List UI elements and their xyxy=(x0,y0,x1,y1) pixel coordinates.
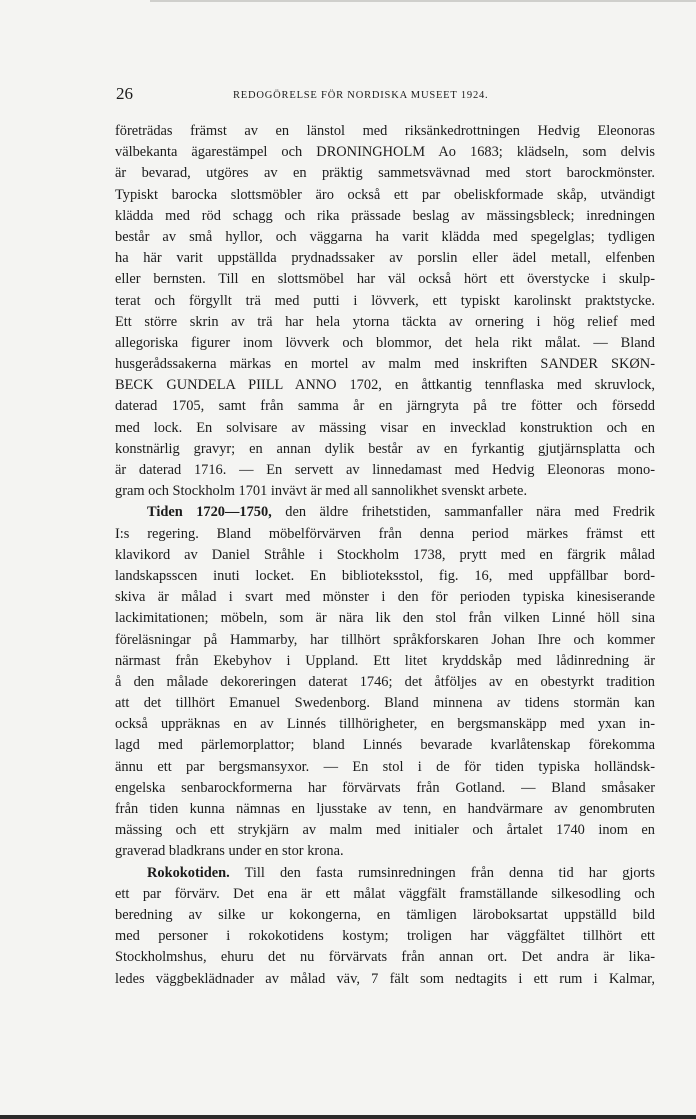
text-line xyxy=(115,333,655,354)
line-text: från tiden kunna nämnas en ljusstake av tenn, en handvärmare av genombruten xyxy=(115,801,655,817)
text-line xyxy=(115,905,655,926)
line-text: lackimitationen; möbeln, som är nära lik den stol från vilken Linné höll sina xyxy=(115,610,655,627)
text-line xyxy=(115,947,655,968)
line-text: I:s regering. Bland möbelförvärven från denna period märkes främst ett xyxy=(115,525,655,542)
text-line xyxy=(115,735,655,756)
text-line xyxy=(115,693,655,714)
line-text: allegoriska figurer inom lövverk och blommor, det hela rikt målat. — Bland xyxy=(115,334,655,351)
text-line xyxy=(115,185,655,206)
page-number: 26 xyxy=(116,84,133,103)
text-line xyxy=(115,587,655,608)
line-text: konstnärlig gravyr; en annan dylik består av en fyrkantig gjutjärnsplatta och xyxy=(115,440,655,457)
text-line xyxy=(115,757,655,778)
scan-edge-bottom xyxy=(0,1115,696,1119)
page-header xyxy=(115,84,655,110)
text-line xyxy=(115,608,655,629)
line-text: engelska senbarockformerna har förvärvats från Gotland. — Bland småsaker xyxy=(115,779,655,796)
text-line xyxy=(115,312,655,333)
line-text: Ett större skrin av trä har hela ytorna täckta av ornering i hög relief med xyxy=(115,313,655,330)
text-line xyxy=(115,206,655,227)
line-text: ett par förvärv. Det ena är ett målat väggfält framställande silkesodling och xyxy=(115,885,655,902)
line-text: å den målade dekoreringen daterat 1746; det åtföljes av en obestyrkt tradition xyxy=(115,673,655,690)
text-line xyxy=(115,291,655,312)
line-text: skiva är målad i svart med mönster i den för perioden typiska kinesiserande xyxy=(115,589,655,606)
text-line xyxy=(115,545,655,566)
text-line xyxy=(115,630,655,651)
line-text: med personer i rokokotidens kostym; troligen har väggfältet tillhört ett xyxy=(115,928,655,945)
line-text: består av små hyllor, och väggarna ha varit klädda med spegelglas; tydligen xyxy=(115,228,655,245)
text-line xyxy=(115,714,655,735)
line-text: med lock. En solvisare av mässing visar en invecklad konstruktion och en xyxy=(115,419,655,436)
text-line xyxy=(115,566,655,587)
text-line xyxy=(115,418,655,439)
text-line xyxy=(115,248,655,269)
line-text: eller bernsten. Till en slottsmöbel har väl också hört ett överstycke i skulp- xyxy=(115,271,655,288)
text-line xyxy=(115,375,655,396)
text-line xyxy=(115,799,655,820)
line-text: Till den fasta rumsinredningen från denna tid har gjorts xyxy=(229,864,655,881)
line-text: Typiskt barocka slottsmöbler äro också ett par obeliskformade skåp, utvändigt xyxy=(115,186,655,203)
text-line xyxy=(115,163,655,184)
scan-edge-top xyxy=(150,0,696,2)
line-text: graverad bladkrans under en stor krona. xyxy=(115,843,344,860)
text-line xyxy=(115,227,655,248)
text-line xyxy=(115,481,655,502)
section-heading: Rokokotiden. xyxy=(147,864,230,881)
text-line xyxy=(115,439,655,460)
text-line xyxy=(115,121,655,142)
line-text: landskapsscen inuti locket. En biblioteksstol, fig. 16, med uppfällbar bord- xyxy=(115,567,655,584)
text-line xyxy=(115,926,655,947)
line-text: välbekanta ägarestämpel och DRONINGHOLM Ao 1683; klädseln, som delvis xyxy=(115,144,655,161)
line-text: gram och Stockholm 1701 invävt är med all sannolikhet svenskt arbete. xyxy=(115,483,528,500)
text-line xyxy=(115,269,655,290)
text-line xyxy=(115,524,655,545)
line-text: beredning av silke ur kokongerna, en tämligen läroboksartat uppställd bild xyxy=(115,906,655,923)
text-line xyxy=(115,460,655,481)
line-text: ha här varit uppställda prydnadssaker av porslin eller ädel metall, elfenben xyxy=(115,250,655,267)
line-text: ännu ett par bergsmansyxor. — En stol i de för tiden typiska holländsk- xyxy=(115,758,655,775)
line-text: BECK GUNDELA PIILL ANNO 1702, en åttkantig tennflaska med skruvlock, xyxy=(115,377,655,394)
text-line xyxy=(115,969,655,990)
text-line xyxy=(115,502,655,523)
body-text xyxy=(115,121,655,990)
line-text: ledes väggbeklädnader av målad väv, 7 fält som nedtagits i ett rum i Kalmar, xyxy=(115,970,655,987)
text-line xyxy=(115,778,655,799)
text-line xyxy=(115,354,655,375)
text-line xyxy=(115,820,655,841)
line-text: terat och förgyllt trä med putti i lövverk, ett typiskt karolinskt praktstycke. xyxy=(115,292,655,309)
line-text: är bevarad, utgöres av en präktig sammetsvävnad med stort barockmönster. xyxy=(115,165,655,182)
line-text: företrädas främst av en länstol med riksänkedrottningen Hedvig Eleonoras xyxy=(115,123,655,139)
text-line xyxy=(115,841,655,862)
text-line xyxy=(115,651,655,672)
line-text: föreläsningar på Hammarby, har tillhört språkforskaren Johan Ihre och kommer xyxy=(115,631,655,648)
text-line xyxy=(115,672,655,693)
line-text: daterad 1705, samt från samma år en järngryta på tre fötter och försedd xyxy=(115,398,655,415)
line-text: klädda med röd schagg och rika prässade beslag av mässingsbleck; inredningen xyxy=(115,207,655,224)
section-heading: Tiden 1720—1750, xyxy=(147,504,272,521)
text-line xyxy=(115,142,655,163)
line-text: Stockholmshus, ehuru det nu förvärvats från annan ort. Det andra är lika- xyxy=(115,949,655,966)
running-title: REDOGÖRELSE FÖR NORDISKA MUSEET 1924. xyxy=(233,90,489,101)
text-line xyxy=(115,863,655,884)
line-text: lagd med pärlemorplattor; bland Linnés bevarade kvarlåtenskap förekomma xyxy=(115,737,655,754)
line-text: är daterad 1716. — En servett av linnedamast med Hedvig Eleonoras mono- xyxy=(115,462,655,478)
document-page xyxy=(115,84,655,990)
line-text: också uppräknas en av Linnés tillhörigheter, en bergsmanskäpp med yxan in- xyxy=(115,716,655,733)
text-line xyxy=(115,884,655,905)
text-line xyxy=(115,396,655,417)
line-text: att det tillhört Emanuel Swedenborg. Bland minnena av tidens stormän kan xyxy=(115,695,655,712)
line-text: husgerådssakerna märkas en mortel av malm med inskriften SANDER SKØN- xyxy=(115,356,655,373)
line-text: närmast från Ekebyhov i Uppland. Ett litet kryddskåp med lådinredning är xyxy=(115,652,655,669)
line-text: klavikord av Daniel Stråhle i Stockholm 1738, prytt med en färgrik målad xyxy=(115,546,655,563)
line-text: den äldre frihetstiden, sammanfaller nära med Fredrik xyxy=(271,504,655,521)
line-text: mässing och ett strykjärn av malm med initialer och årtalet 1740 inom en xyxy=(115,822,655,839)
